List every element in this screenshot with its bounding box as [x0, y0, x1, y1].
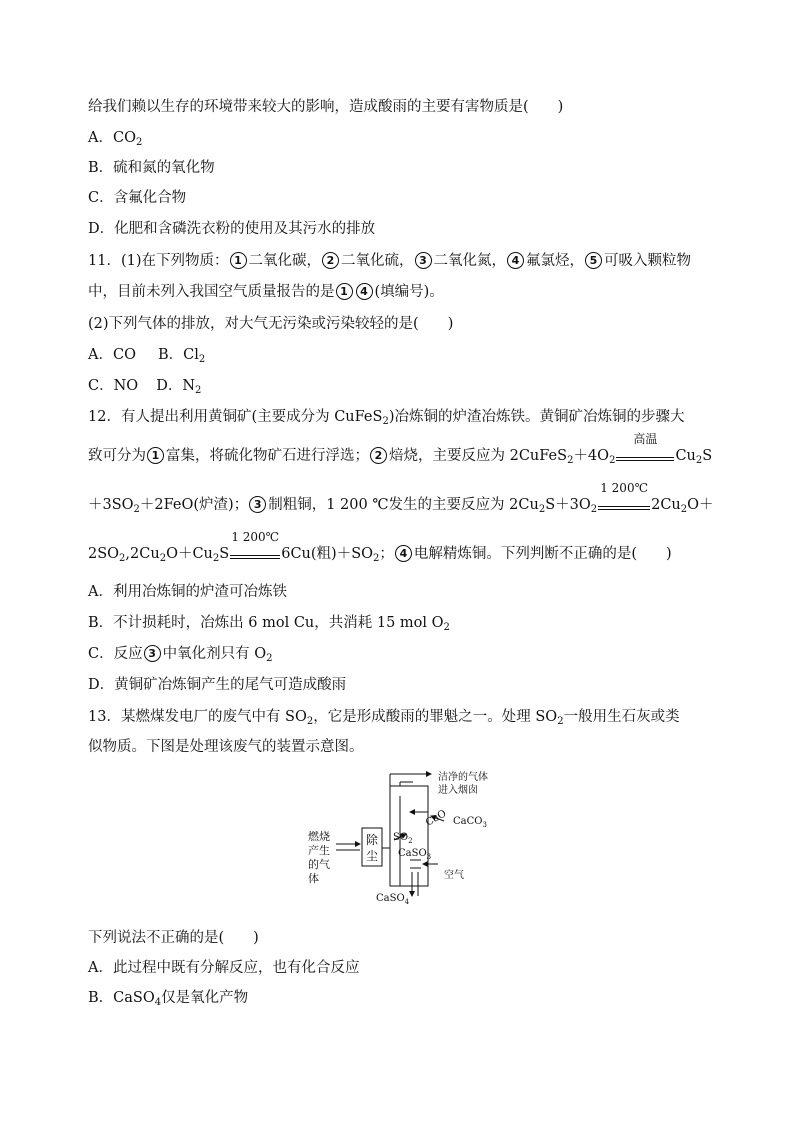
formula-text: CaSO: [398, 848, 427, 859]
formula-text: SO: [393, 832, 409, 843]
question-number: 13．: [88, 709, 121, 725]
subscript: 2: [680, 504, 688, 515]
option-text: NO: [113, 378, 139, 394]
text: ,2Cu: [125, 546, 160, 562]
text: Cu: [675, 448, 696, 464]
option-text: 反应: [113, 646, 143, 662]
option-b[interactable]: [158, 347, 205, 363]
text: S＋3O: [545, 497, 591, 513]
text: S: [219, 546, 230, 562]
subscript: 2: [212, 553, 220, 564]
option-text: Cl: [183, 347, 199, 363]
intro-stem: 给我们赖以生存的环境带来较大的影响，造成酸雨的主要有害物质是( ): [88, 99, 564, 115]
source-gas-label: 产生: [308, 844, 330, 857]
text: 2SO: [88, 546, 120, 562]
text: 电解精炼铜。下列判断不正确的是( ): [413, 546, 672, 562]
subscript: 2: [306, 716, 314, 727]
option-text: CO: [112, 347, 136, 363]
option-text: 中氧化剂只有 O: [162, 646, 267, 662]
text: 6Cu(粗)＋SO: [281, 546, 374, 562]
q11-line1: [88, 251, 724, 271]
air-label: 空气: [444, 870, 464, 881]
option-text: N: [182, 378, 196, 394]
text: (填编号)。: [374, 284, 444, 300]
intro-option-c[interactable]: [88, 188, 724, 208]
formula-text: CaSO: [376, 893, 405, 904]
option-text: 此过程中既有分解反应，也有化合反应: [112, 960, 360, 976]
text: 富集，将硫化物矿石进行浮选；: [166, 448, 369, 464]
subscript: 4: [154, 997, 162, 1008]
subscript: 2: [119, 553, 126, 564]
formula-text: CaCO: [453, 816, 483, 827]
circled-number: 4: [507, 252, 524, 269]
caso4-label: [376, 893, 410, 904]
reaction-condition-1200c: [598, 481, 650, 508]
option-letter: B．: [88, 990, 114, 1006]
option-text: 含氟化合物: [113, 190, 187, 206]
circled-number: 3: [249, 496, 266, 513]
text: (1)在下列物质：: [120, 253, 229, 269]
option-letter: B．: [88, 615, 114, 631]
option-letter: A．: [88, 960, 113, 976]
text: S: [702, 448, 713, 464]
clean-gas-label: 洁净的气体: [438, 772, 488, 783]
subscript: 2: [373, 553, 380, 564]
text: 制粗铜，1 200 ℃发生的主要反应为 2Cu: [268, 497, 539, 513]
q13-option-a[interactable]: [88, 958, 724, 978]
q12-line3: [88, 481, 724, 515]
desulfurization-apparatus-diagram: [298, 768, 498, 904]
circled-number: 4: [395, 545, 412, 562]
text: 二氧化氮，: [433, 253, 506, 269]
option-text: CaSO: [113, 990, 155, 1006]
option-letter: B．: [157, 347, 184, 363]
circled-number: 1: [147, 447, 164, 464]
q13-line1: [88, 707, 724, 727]
caco3-label: [453, 816, 487, 829]
text: 致可分为: [88, 448, 146, 464]
dust-remover-label: 除: [366, 833, 379, 847]
subscript: 2: [695, 455, 703, 466]
q11-part2: (2)下列气体的排放，对大气无污染或污染较轻的是( ): [88, 316, 454, 332]
option-d[interactable]: [156, 378, 201, 394]
formula-subscript: 3: [426, 853, 432, 861]
formula-subscript: 2: [408, 837, 413, 845]
circled-number: 2: [370, 447, 387, 464]
equals-sign: [598, 506, 650, 510]
subscript: 2: [538, 504, 546, 515]
option-letter: C．: [88, 190, 114, 206]
option-text: 硫和氮的氧化物: [113, 160, 215, 176]
condition-label: 高温: [633, 432, 658, 446]
subscript: 2: [382, 416, 389, 427]
answer-circled-number: 1: [336, 283, 353, 300]
circled-number: 3: [415, 252, 432, 269]
condition-label: 1 200℃: [600, 481, 648, 495]
subscript: 2: [557, 716, 564, 727]
intro-option-a[interactable]: [88, 128, 724, 148]
circled-number: 3: [144, 645, 161, 662]
subscript: 2: [590, 504, 598, 515]
option-c[interactable]: [88, 378, 138, 394]
q11-options-ab: [88, 345, 724, 365]
caso3-label: [398, 848, 431, 861]
subscript: 2: [195, 385, 202, 396]
formula-subscript: 3: [482, 821, 487, 829]
question-number: 11．: [88, 253, 121, 269]
option-letter: A．: [88, 130, 113, 146]
text: ，它是形成酸雨的罪魁之一。处理 SO: [313, 709, 558, 725]
q12-option-c[interactable]: [88, 644, 724, 664]
q12-option-a[interactable]: [88, 582, 724, 602]
text: 有人提出利用黄铜矿(主要成分为 CuFeS: [120, 409, 383, 425]
option-letter: B．: [88, 160, 114, 176]
dust-remover-label: 尘: [366, 849, 379, 863]
reaction-condition-high-temp: [616, 432, 674, 459]
text: 氟氯烃，: [526, 253, 584, 269]
subscript: 2: [609, 455, 616, 466]
subscript: 2: [135, 137, 143, 148]
q13-option-b[interactable]: [88, 988, 724, 1008]
intro-option-d[interactable]: [88, 219, 724, 239]
condition-label: 1 200℃: [231, 530, 280, 544]
source-gas-label: 体: [308, 872, 319, 885]
text: 中，目前未列入我国空气质量报告的是: [88, 284, 335, 300]
q12-option-b[interactable]: [88, 613, 724, 633]
reaction-condition-1200c: [230, 530, 280, 557]
option-text: 黄铜矿冶炼铜产生的尾气可造成酸雨: [114, 677, 347, 693]
text: ＋2FeO(炉渣)；: [139, 497, 249, 513]
option-a[interactable]: [88, 347, 136, 363]
option-letter: C．: [88, 646, 114, 662]
text: 焙烧，主要反应为 2CuFeS: [389, 448, 568, 464]
q11-line2: [88, 282, 724, 302]
text: ；: [379, 546, 394, 562]
circled-number: 2: [322, 252, 339, 269]
so2-label: [393, 832, 413, 845]
text: )冶炼铜的炉渣冶炼铁。黄铜矿冶炼铜的步骤大: [388, 409, 685, 425]
text: 二氧化碳，: [248, 253, 321, 269]
equals-sign: [230, 555, 280, 559]
text: ＋3SO: [88, 497, 134, 513]
subscript: 2: [198, 354, 206, 365]
text: 二氧化硫，: [341, 253, 414, 269]
option-text: 仅是氧化产物: [161, 990, 249, 1006]
q11-options-cd: [88, 376, 724, 396]
option-letter: D．: [156, 378, 183, 394]
option-text: 不计损耗时，冶炼出 6 mol Cu，共消耗 15 mol O: [113, 615, 444, 631]
intro-option-b[interactable]: [88, 158, 724, 178]
q12-line4: [88, 530, 724, 564]
text: 一般用生石灰或类: [563, 709, 680, 725]
q12-line1: [88, 407, 724, 427]
text: 2Cu: [651, 497, 681, 513]
circled-number: 1: [230, 252, 247, 269]
q13-line2: 似物质。下图是处理该废气的装置示意图。: [88, 739, 364, 755]
q13-stem: 下列说法不正确的是( ): [88, 930, 259, 946]
text: ＋4O: [573, 448, 610, 464]
option-text: 利用冶炼铜的炉渣可冶炼铁: [112, 584, 287, 600]
clean-gas-label: 进入烟囱: [438, 785, 478, 796]
answer-circled-number: 4: [356, 283, 373, 300]
subscript: 2: [266, 653, 273, 664]
option-letter: A．: [88, 347, 113, 363]
circled-number: 5: [585, 252, 602, 269]
option-letter: D．: [88, 221, 115, 237]
source-gas-label: 的气: [308, 858, 330, 871]
q12-line2: [88, 432, 724, 466]
option-letter: A．: [88, 584, 113, 600]
text: 可吸入颗粒物: [604, 253, 691, 269]
cao-label: CaO: [424, 808, 449, 829]
text: 某燃煤发电厂的废气中有 SO: [120, 709, 307, 725]
subscript: 2: [567, 455, 574, 466]
option-letter: C．: [88, 378, 114, 394]
subscript: 2: [133, 504, 140, 515]
formula-subscript: 4: [404, 898, 410, 904]
option-text: 化肥和含磷洗衣粉的使用及其污水的排放: [114, 221, 376, 237]
source-gas-label: 燃烧: [308, 830, 330, 843]
equals-sign: [616, 457, 674, 461]
q12-option-d[interactable]: [88, 675, 724, 695]
subscript: 2: [159, 553, 167, 564]
text: O＋Cu: [166, 546, 213, 562]
question-number: 12．: [88, 409, 121, 425]
option-text: CO: [112, 130, 136, 146]
option-letter: D．: [88, 677, 115, 693]
text: O＋: [687, 497, 714, 513]
subscript: 2: [443, 622, 450, 633]
